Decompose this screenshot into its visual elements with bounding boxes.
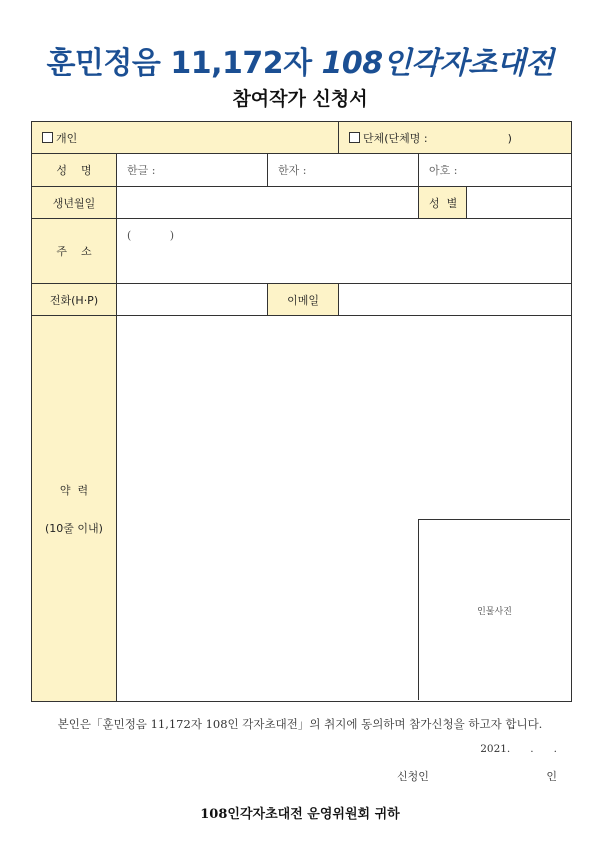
- individual-label: 개인: [56, 131, 78, 145]
- birthdate-label: 생년월일: [32, 187, 117, 219]
- group-checkbox[interactable]: [349, 132, 360, 143]
- consent-statement: 본인은「훈민정음 11,172자 108인 각자초대전」의 취지에 동의하며 참가신청을 하고자 합니다.: [57, 717, 543, 731]
- applicant-label: 신청인: [397, 770, 429, 783]
- committee-addressee: 108인각자초대전 운영위원회 귀하: [200, 807, 400, 822]
- career-note: (10줄 이내): [45, 521, 103, 535]
- individual-checkbox[interactable]: [42, 132, 53, 143]
- group-label: 단체(단체명 :: [363, 131, 428, 145]
- pen-name-field[interactable]: 아호 :: [419, 154, 572, 187]
- address-label: 주 소: [32, 219, 117, 284]
- name-label: 성 명: [32, 154, 117, 187]
- page-title: [0, 38, 600, 82]
- email-field[interactable]: [339, 284, 572, 316]
- title-part2: 108인각자초대전: [321, 46, 554, 81]
- address-field[interactable]: ( ): [117, 219, 572, 284]
- gender-field[interactable]: [467, 187, 572, 219]
- individual-option[interactable]: [32, 122, 339, 154]
- applicant-line: [397, 768, 557, 784]
- title-part1: 훈민정음 11,172자: [46, 46, 322, 81]
- seal-label: 인: [546, 770, 557, 783]
- name-hanja-field[interactable]: 한자 :: [268, 154, 419, 187]
- birthdate-field[interactable]: [117, 187, 419, 219]
- photo-label: 인물사진: [477, 607, 512, 617]
- form-subtitle: 참여작가 신청서: [232, 88, 368, 110]
- name-hangul-field[interactable]: 한글 :: [117, 154, 268, 187]
- career-label-cell: [32, 316, 117, 702]
- email-label: 이메일: [268, 284, 339, 316]
- date-line: 2021. . .: [480, 743, 557, 755]
- group-option[interactable]: [339, 122, 572, 154]
- career-label: 약 력: [59, 483, 89, 497]
- phone-label: 전화(H·P): [32, 284, 117, 316]
- group-close: ): [507, 131, 512, 145]
- gender-label: 성 별: [419, 187, 467, 219]
- photo-box[interactable]: [418, 519, 570, 700]
- phone-field[interactable]: [117, 284, 268, 316]
